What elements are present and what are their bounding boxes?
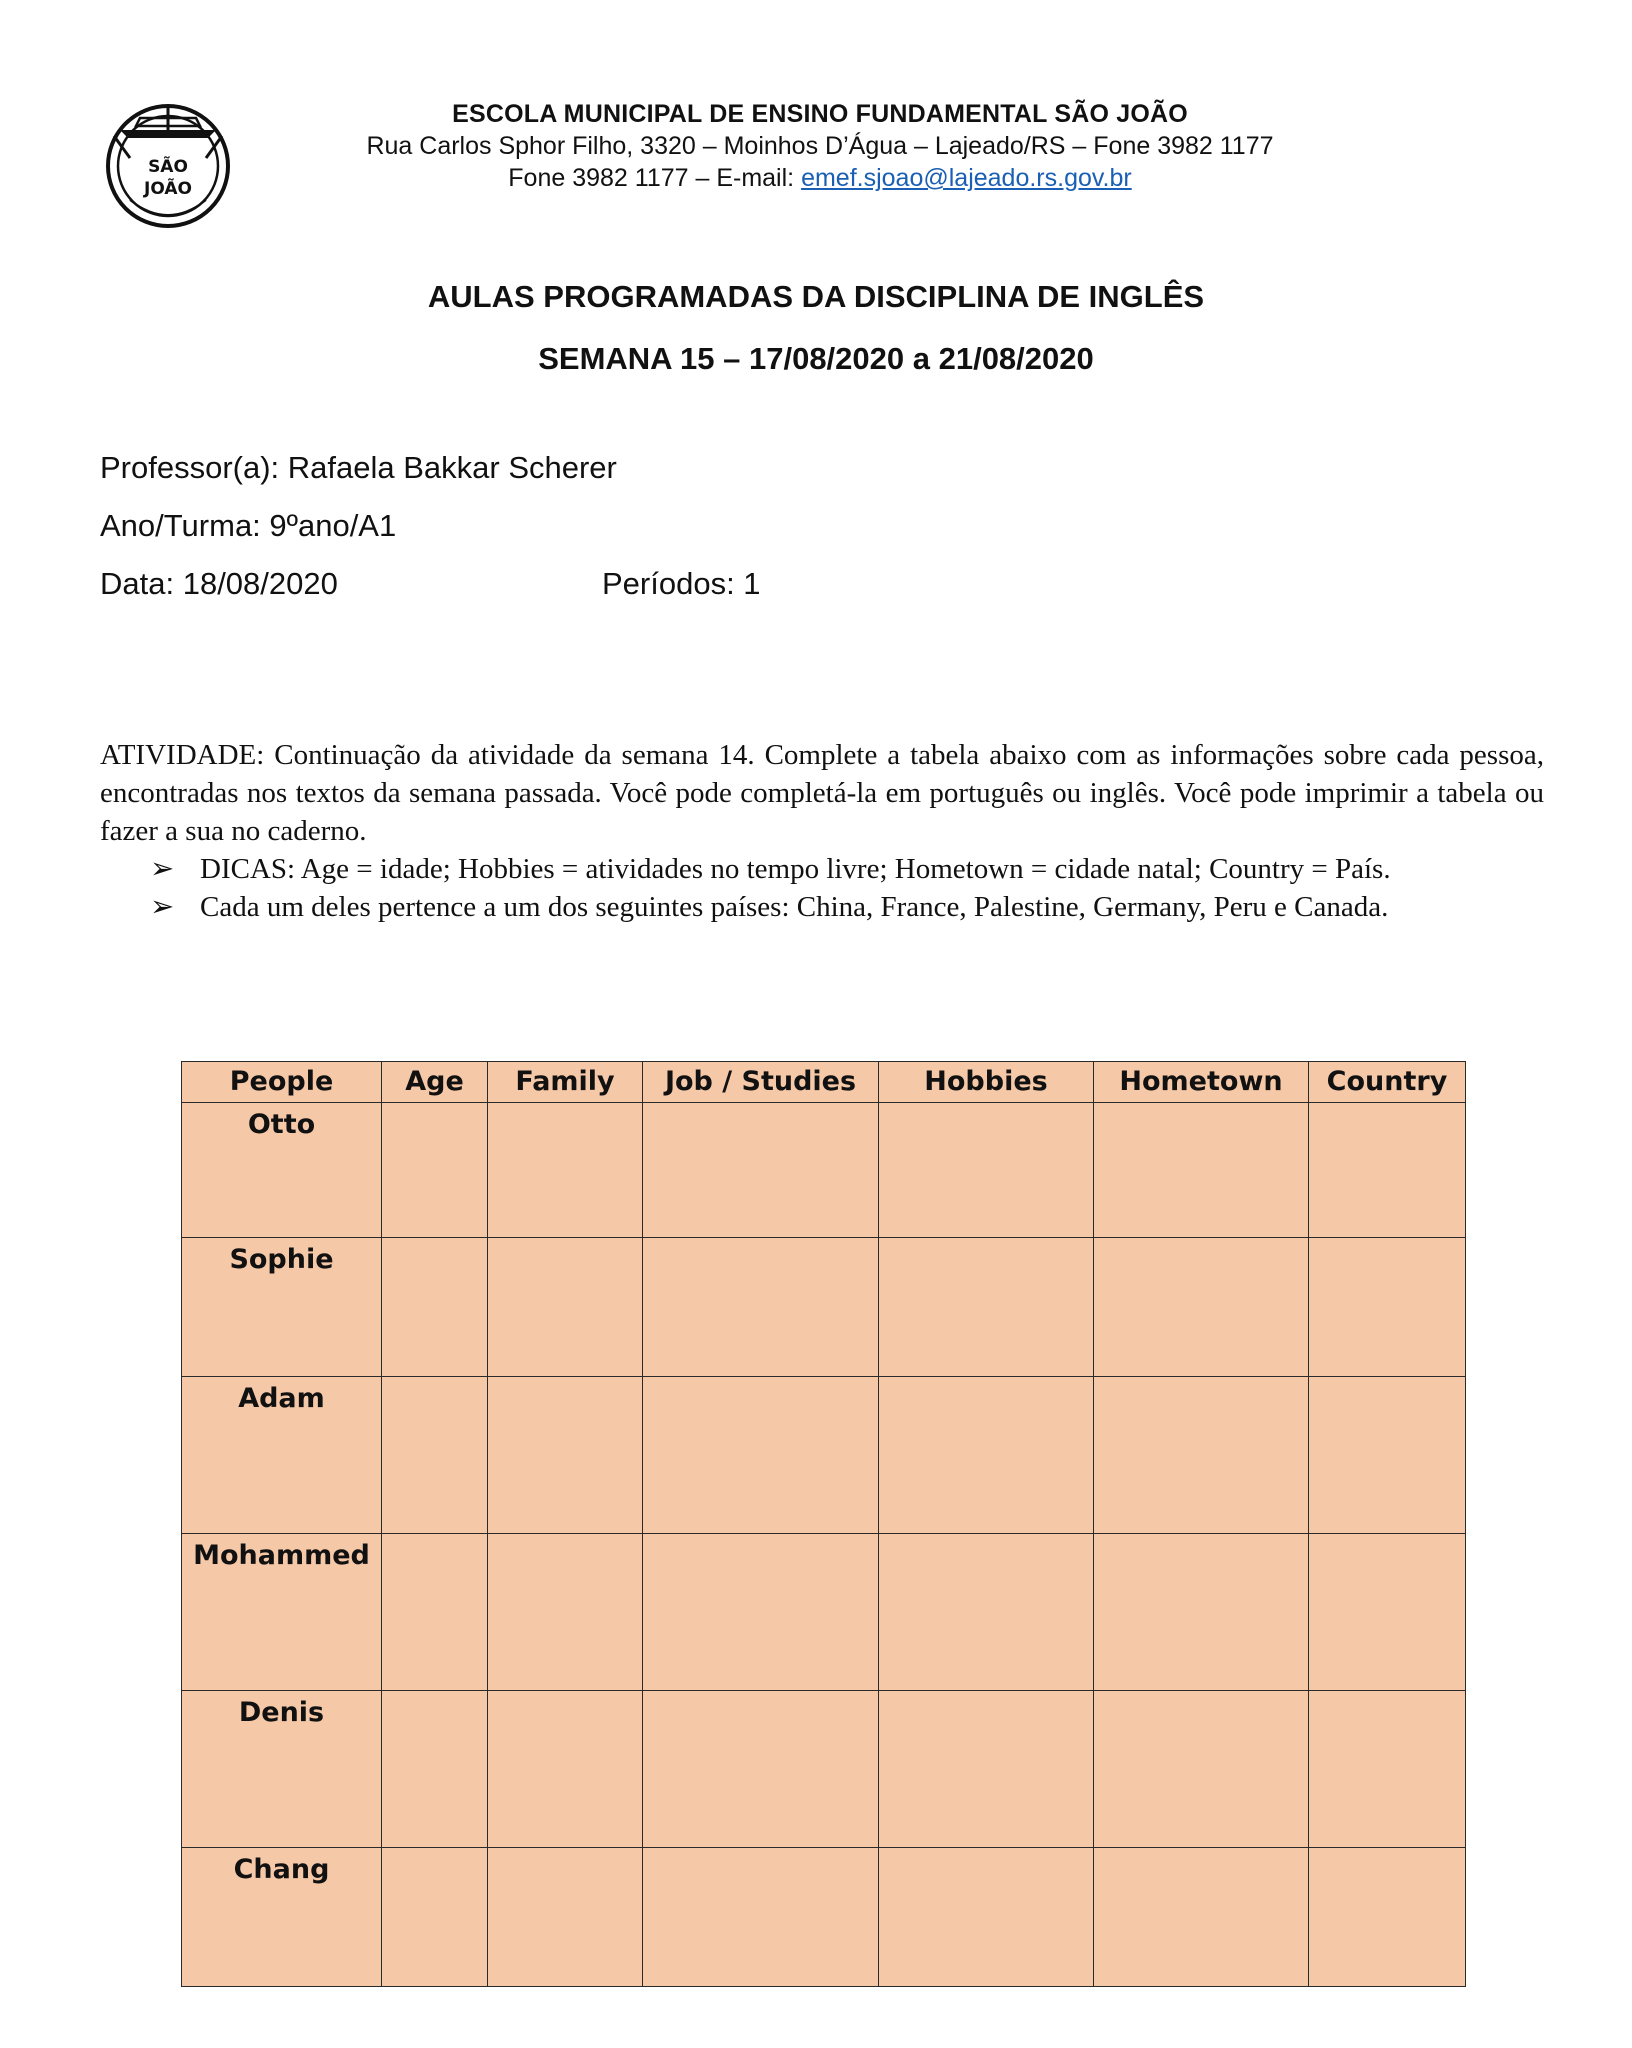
answer-cell[interactable]: [1309, 1238, 1466, 1377]
arrow-bullet-icon: ➢: [150, 891, 175, 923]
answer-cell[interactable]: [643, 1848, 879, 1987]
person-name: Chang: [182, 1848, 382, 1987]
contact-prefix: Fone 3982 1177 – E-mail:: [508, 164, 802, 192]
answer-cell[interactable]: [382, 1534, 488, 1691]
column-header: Job / Studies: [643, 1062, 879, 1103]
answer-cell[interactable]: [1309, 1691, 1466, 1848]
answer-cell[interactable]: [643, 1691, 879, 1848]
answer-cell[interactable]: [488, 1103, 643, 1238]
answer-cell[interactable]: [879, 1238, 1094, 1377]
column-header: Hobbies: [879, 1062, 1094, 1103]
answer-cell[interactable]: [1094, 1691, 1309, 1848]
answer-cell[interactable]: [488, 1848, 643, 1987]
column-header: Family: [488, 1062, 643, 1103]
document-title: [0, 266, 1632, 390]
table-row: [182, 1691, 1466, 1848]
arrow-bullet-icon: ➢: [150, 853, 175, 885]
turma-line: Ano/Turma: 9ºano/A1: [100, 508, 397, 543]
answer-cell[interactable]: [488, 1377, 643, 1534]
tip-text: Cada um deles pertence a um dos seguintes países: China, France, Palestine, Germany, Peru e Canada.: [200, 891, 1389, 923]
column-header: Age: [382, 1062, 488, 1103]
answer-cell[interactable]: [1094, 1534, 1309, 1691]
svg-text:JOÃO: JOÃO: [144, 179, 192, 199]
column-header: People: [182, 1062, 382, 1103]
tip-item: [100, 888, 1544, 926]
answer-cell[interactable]: [1094, 1848, 1309, 1987]
people-table: [181, 1061, 1466, 1987]
school-contact: [260, 162, 1380, 194]
tips-list: [100, 850, 1544, 926]
column-header: Hometown: [1094, 1062, 1309, 1103]
answer-cell[interactable]: [382, 1848, 488, 1987]
answer-cell[interactable]: [1309, 1848, 1466, 1987]
answer-cell[interactable]: [488, 1534, 643, 1691]
answer-cell[interactable]: [1094, 1103, 1309, 1238]
answer-cell[interactable]: [643, 1534, 879, 1691]
person-name: Denis: [182, 1691, 382, 1848]
answer-cell[interactable]: [879, 1377, 1094, 1534]
answer-cell[interactable]: [1309, 1377, 1466, 1534]
answer-cell[interactable]: [1309, 1103, 1466, 1238]
answer-cell[interactable]: [879, 1691, 1094, 1848]
answer-cell[interactable]: [879, 1848, 1094, 1987]
table-row: [182, 1377, 1466, 1534]
person-name: Otto: [182, 1103, 382, 1238]
date-line: Data: 18/08/2020: [100, 566, 338, 601]
school-header: [260, 98, 1380, 194]
answer-cell[interactable]: [382, 1103, 488, 1238]
answer-cell[interactable]: [382, 1238, 488, 1377]
answer-cell[interactable]: [488, 1238, 643, 1377]
answer-cell[interactable]: [382, 1691, 488, 1848]
answer-cell[interactable]: [643, 1103, 879, 1238]
tip-text: DICAS: Age = idade; Hobbies = atividades no tempo livre; Hometown = cidade natal; Country = País.: [200, 853, 1391, 885]
answer-cell[interactable]: [1094, 1238, 1309, 1377]
answer-cell[interactable]: [879, 1534, 1094, 1691]
table-row: [182, 1848, 1466, 1987]
answer-cell[interactable]: [488, 1691, 643, 1848]
activity-section: [100, 736, 1544, 926]
person-name: Adam: [182, 1377, 382, 1534]
periods-line: Períodos: 1: [602, 566, 761, 601]
professor-line: Professor(a): Rafaela Bakkar Scherer: [100, 450, 617, 485]
answer-cell[interactable]: [382, 1377, 488, 1534]
school-name: ESCOLA MUNICIPAL DE ENSINO FUNDAMENTAL SÃO JOÃO: [452, 100, 1188, 128]
title-line-1: AULAS PROGRAMADAS DA DISCIPLINA DE INGLÊS: [427, 279, 1205, 314]
school-address: Rua Carlos Sphor Filho, 3320 – Moinhos D’Água – Lajeado/RS – Fone 3982 1177: [366, 132, 1274, 160]
school-logo: [100, 96, 236, 232]
title-line-2: SEMANA 15 – 17/08/2020 a 21/08/2020: [538, 341, 1094, 376]
table-row: [182, 1238, 1466, 1377]
table-row: [182, 1534, 1466, 1691]
person-name: Mohammed: [182, 1534, 382, 1691]
answer-cell[interactable]: [1094, 1377, 1309, 1534]
person-name: Sophie: [182, 1238, 382, 1377]
svg-text:SÃO: SÃO: [148, 157, 188, 177]
column-header: Country: [1309, 1062, 1466, 1103]
answer-cell[interactable]: [1309, 1534, 1466, 1691]
answer-cell[interactable]: [643, 1377, 879, 1534]
email-link[interactable]: emef.sjoao@lajeado.rs.gov.br: [801, 164, 1132, 192]
table-header-row: [182, 1062, 1466, 1103]
answer-cell[interactable]: [879, 1103, 1094, 1238]
answer-cell[interactable]: [643, 1238, 879, 1377]
activity-text: ATIVIDADE: Continuação da atividade da semana 14. Complete a tabela abaixo com as informações sobre cada pessoa, encontradas nos textos da semana passada. Você pode completá-la em português ou inglês. Você pode imprimir a tabela ou fazer a sua no caderno.: [100, 739, 1544, 847]
tip-item: [100, 850, 1544, 888]
table-row: [182, 1103, 1466, 1238]
